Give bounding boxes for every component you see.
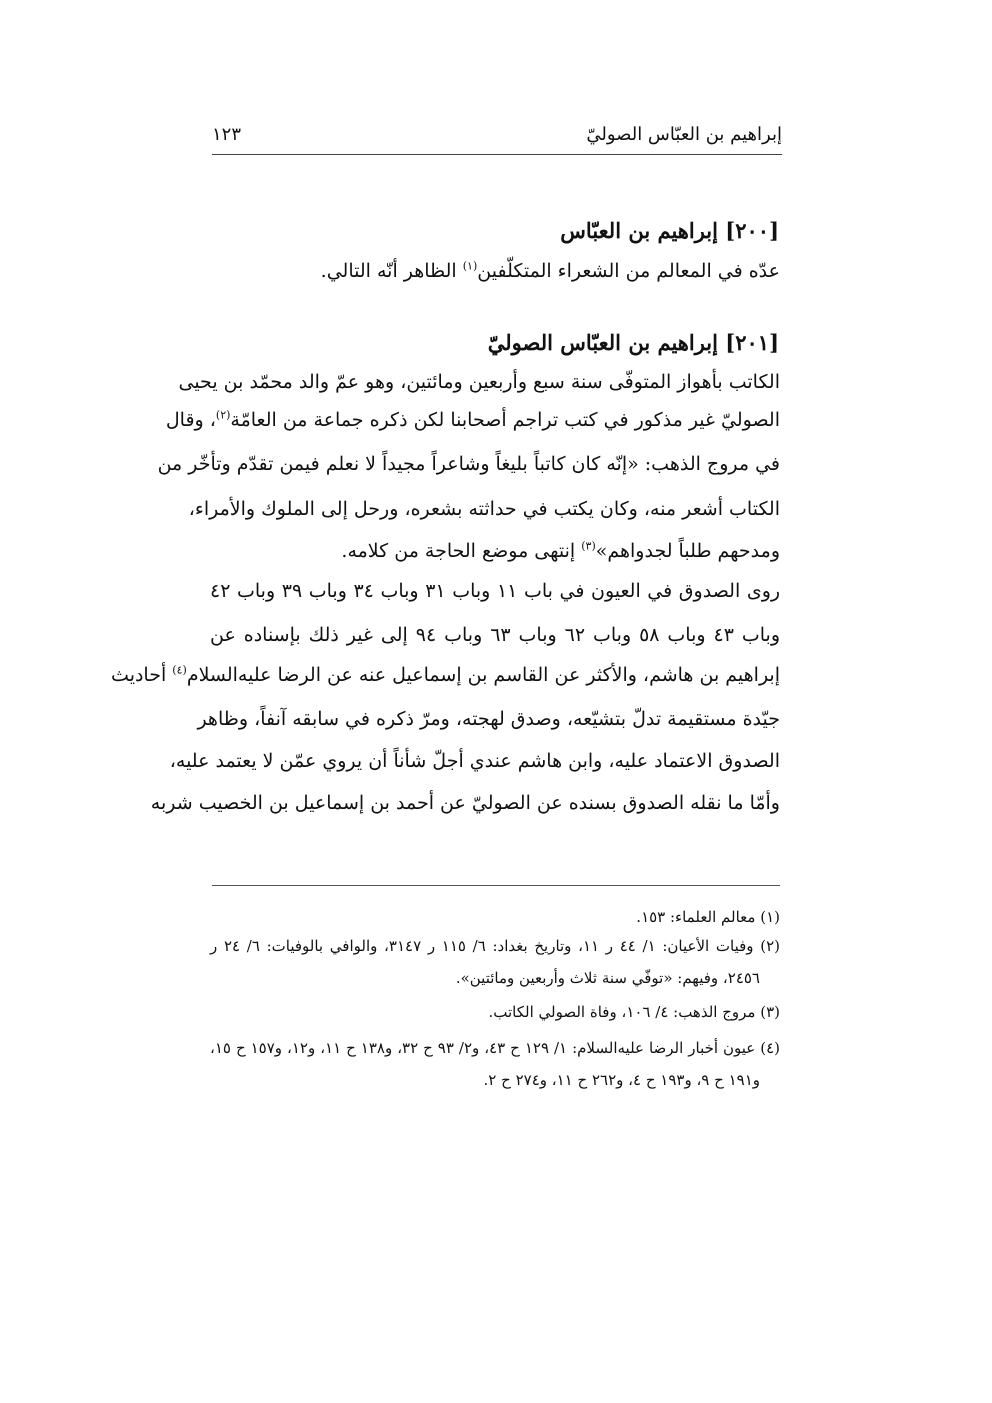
footnote-separator [212,885,780,886]
entry-201-p1-line-4: الكتاب أشعر منه، وكان يكتب في حداثته بشعره، ورحل إلى الملوك والأمراء، [188,498,780,520]
footnote-4-line-1: (٤) عيون أخبار الرضا عليه‌السلام: ١/ ١٢٩ ح ٤٣، و٢/ ٩٣ ح ٣٢، و١٣٨ ح ١١، و١٢، و١٥٧ ح ١٥، [210,1039,780,1057]
entry-200-text-line [210,256,780,286]
footnote-marker-3[interactable]: (٣) [581,539,596,553]
entry-201-p1-line-1: الكاتب بأهواز المتوفّى سنة سبع وأربعين ومائتين، وهو عمّ والد محمّد بن يحيى [178,371,780,393]
footnote-marker-1[interactable]: (١) [462,259,478,273]
entry-201-p2-line-5: الصدوق الاعتماد عليه، وابن هاشم عندي أجلّ شأناً أن يروي عمّن لا يعتمد عليه، [169,750,780,772]
running-header [212,118,782,155]
entry-201-p1-line-2-text: الصوليّ غير مذكور في كتب تراجم أصحابنا لكن ذكره جماعة من العامّة [230,409,780,431]
entry-201-p2-line-3 [111,660,780,690]
entry-200-heading: [٢٠٠] إبراهيم بن العبّاس [560,218,779,243]
entry-201-p2-line-4: جيّدة مستقيمة تدلّ بتشيّعه، وصدق لهجته، ومرّ ذكره في سابقه آنفاً، وظاهر [197,708,780,730]
entry-201-p1-line-5-end: إنتهى موضع الحاجة من كلامه. [341,540,582,562]
entry-201-p2-line-1: روى الصدوق في العيون في باب ١١ وباب ٣١ وباب ٣٤ وباب ٣٩ وباب ٤٢ [210,580,781,602]
entry-201-p2-line-3-text: إبراهيم بن هاشم، والأكثر عن القاسم بن إسماعيل عنه عن الرضا عليه‌السلام [186,664,780,686]
footnote-4-line-2: و١٩١ ح ٩، و١٩٣ ح ٤، و٢٦٢ ح ١١، و٢٧٤ ح ٢. [483,1071,760,1089]
footnote-2-line-2: ٢٤٥٦، وفيهم: «توفّي سنة ثلاث وأربعين ومائتين». [455,969,760,987]
footnote-1: (١) معالم العلماء: ١٥٣. [636,908,780,926]
entry-201-p1-line-2 [165,405,780,435]
footnote-marker-4[interactable]: (٤) [172,663,187,677]
entry-201-p1-line-5-text: ومدحهم طلباً لجدواهم» [595,540,780,562]
footnote-marker-2[interactable]: (٢) [215,408,231,422]
entry-201-p2-line-3-end: أحاديث [111,664,173,686]
entry-201-p1-line-5 [210,536,780,566]
entry-200-text-end: الظاهر أنّه التالي. [320,260,463,282]
entry-201-heading: [٢٠١] إبراهيم بن العبّاس الصوليّ [487,330,779,355]
entry-201-p1-line-3: في مروج الذهب: «إنّه كان كاتباً بليغاً وشاعراً مجيداً لا نعلم فيمن تقدّم وتأخّر من [157,453,780,475]
page-number: ١٢٣ [212,124,242,145]
entry-200-text: عدّه في المعالم من الشعراء المتكلّفين [477,260,780,282]
running-title: إبراهيم بن العبّاس الصوليّ [586,124,782,145]
footnote-3: (٣) مروج الذهب: ٤/ ١٠٦، وفاة الصولي الكاتب. [488,1003,780,1021]
entry-201-p2-line-6: وأمّا ما نقله الصدوق بسنده عن الصوليّ عن أحمد بن إسماعيل بن الخصيب شربه [150,792,780,814]
entry-201-p1-line-2-end: ، وقال [165,409,216,431]
entry-201-p2-line-2: وباب ٤٣ وباب ٥٨ وباب ٦٢ وباب ٦٣ وباب ٩٤ إلى غير ذلك بإسناده عن [210,624,780,646]
footnote-2-line-1: (٢) وفيات الأعيان: ١/ ٤٤ ر ١١، وتاريخ بغداد: ٦/ ١١٥ ر ٣١٤٧، والوافي بالوفيات: ٦/ ٢٤ ر [210,937,780,955]
